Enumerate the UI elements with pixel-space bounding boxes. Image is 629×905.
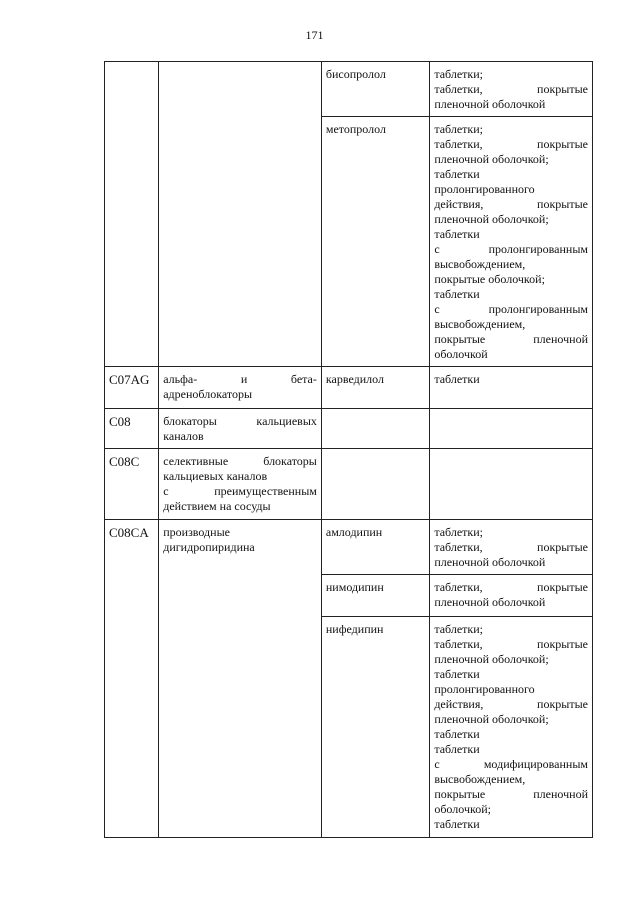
atc-code-cell xyxy=(105,62,159,367)
drug-name-cell xyxy=(321,520,429,575)
dosage-form-line: таблетки; xyxy=(434,67,483,81)
dosage-forms-cell xyxy=(430,62,593,117)
dosage-form-line: таблетки, покрытые xyxy=(434,540,588,554)
group-name-line: кальциевых каналов xyxy=(163,469,268,483)
dosage-form-line: таблетки xyxy=(434,227,480,241)
dosage-form-line: действия, покрытые xyxy=(434,197,588,211)
table-row xyxy=(105,409,593,449)
dosage-form-line: покрытые пленочной xyxy=(434,787,588,801)
dosage-forms-cell xyxy=(430,367,593,409)
dosage-form-line: таблетки xyxy=(434,372,480,386)
dosage-form-line: таблетки xyxy=(434,287,480,301)
dosage-form-line: с пролонгированным xyxy=(434,242,588,256)
group-cell xyxy=(159,449,322,520)
group-name-line: дигидропиридина xyxy=(163,540,255,554)
drug-name-cell xyxy=(321,409,429,449)
group-name-line: с преимущественным xyxy=(163,484,317,498)
drug-name: карведилол xyxy=(325,372,384,386)
drug-name-cell xyxy=(321,117,429,367)
drug-name: нимодипин xyxy=(325,580,384,594)
group-name-line: блокаторы кальциевых xyxy=(163,414,317,428)
dosage-form-line: пленочной оболочкой; xyxy=(434,712,549,726)
dosage-form-line: пролонгированного xyxy=(434,182,535,196)
dosage-form-line: таблетки xyxy=(434,817,480,831)
atc-code-cell: C08 xyxy=(105,409,159,449)
drug-name: метопролол xyxy=(325,122,386,136)
dosage-form-line: таблетки, покрытые xyxy=(434,637,588,651)
group-cell xyxy=(159,62,322,367)
table-row xyxy=(105,449,593,520)
dosage-form-line: действия, покрытые xyxy=(434,697,588,711)
dosage-form-line: пленочной оболочкой; xyxy=(434,652,549,666)
dosage-form-line: пролонгированного xyxy=(434,682,535,696)
group-name-line: адреноблокаторы xyxy=(163,387,253,401)
drug-name: амлодипин xyxy=(325,525,383,539)
dosage-form-line: высвобождением, xyxy=(434,257,526,271)
dosage-forms-cell xyxy=(430,409,593,449)
dosage-form-line: таблетки xyxy=(434,667,480,681)
drug-name-cell xyxy=(321,575,429,617)
dosage-form-line: таблетки; xyxy=(434,525,483,539)
drug-name-cell xyxy=(321,367,429,409)
drug-name-cell xyxy=(321,62,429,117)
dosage-forms-cell xyxy=(430,117,593,367)
drug-name-cell xyxy=(321,449,429,520)
group-name-line: альфа- и бета- xyxy=(163,372,317,386)
table-row xyxy=(105,520,593,575)
dosage-form-line: пленочной оболочкой xyxy=(434,595,546,609)
dosage-form-line: таблетки xyxy=(434,727,480,741)
dosage-form-line: пленочной оболочкой; xyxy=(434,152,549,166)
drug-name: нифедипин xyxy=(325,622,384,636)
dosage-form-line: с модифицированным xyxy=(434,757,588,771)
dosage-forms-cell xyxy=(430,520,593,575)
dosage-forms-cell xyxy=(430,449,593,520)
dosage-form-line: таблетки, покрытые xyxy=(434,82,588,96)
group-name-line: действием на сосуды xyxy=(163,499,271,513)
dosage-form-line: высвобождением, xyxy=(434,772,526,786)
dosage-form-line: таблетки xyxy=(434,167,480,181)
dosage-form-line: оболочкой xyxy=(434,347,488,361)
drug-name-cell xyxy=(321,617,429,838)
dosage-form-line: пленочной оболочкой; xyxy=(434,212,549,226)
dosage-form-line: пленочной оболочкой xyxy=(434,555,546,569)
dosage-form-line: высвобождением, xyxy=(434,317,526,331)
dosage-forms-cell xyxy=(430,617,593,838)
group-cell xyxy=(159,409,322,449)
dosage-forms-cell xyxy=(430,575,593,617)
dosage-form-line: таблетки xyxy=(434,742,480,756)
group-name-line: каналов xyxy=(163,429,204,443)
dosage-form-line: покрытые пленочной xyxy=(434,332,588,346)
group-name-line: производные xyxy=(163,525,230,539)
atc-code-cell: C08C xyxy=(105,449,159,520)
atc-code-cell: C07AG xyxy=(105,367,159,409)
dosage-form-line: оболочкой; xyxy=(434,802,491,816)
drug-table xyxy=(104,61,593,838)
table-row xyxy=(105,367,593,409)
dosage-form-line: пленочной оболочкой xyxy=(434,97,546,111)
atc-code-cell: C08CA xyxy=(105,520,159,838)
dosage-form-line: таблетки; xyxy=(434,122,483,136)
group-cell xyxy=(159,367,322,409)
table-row xyxy=(105,62,593,117)
dosage-form-line: таблетки; xyxy=(434,622,483,636)
dosage-form-line: таблетки, покрытые xyxy=(434,580,588,594)
page-number: 171 xyxy=(305,28,324,42)
group-cell xyxy=(159,520,322,838)
dosage-form-line: покрытые оболочкой; xyxy=(434,272,545,286)
dosage-form-line: таблетки, покрытые xyxy=(434,137,588,151)
dosage-form-line: с пролонгированным xyxy=(434,302,588,316)
group-name-line: селективные блокаторы xyxy=(163,454,317,468)
drug-name: бисопролол xyxy=(325,67,386,81)
